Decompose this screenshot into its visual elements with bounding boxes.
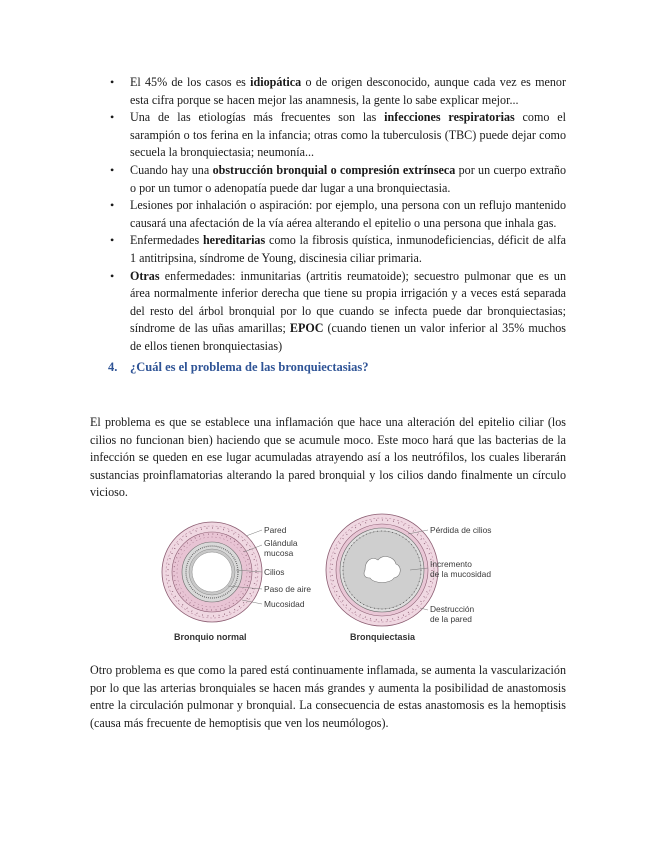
bullet-text: (cuando tienen un valor inferior al 35% muchos de ellos tienen bronquiectasias)	[130, 321, 566, 353]
label-incremento: Incremento	[430, 559, 472, 569]
bold-term: hereditarias	[202, 233, 266, 248]
section-heading	[108, 360, 368, 375]
bullet-item	[108, 268, 566, 356]
label-glandula: Glándula	[264, 538, 298, 548]
label-mucosidad: Mucosidad	[264, 599, 305, 609]
normal-bronchus-illustration	[162, 522, 262, 622]
bullet-text: Lesiones por inhalación o aspiración: por ejemplo, una persona con un reflujo mantenido causará una afectación de la vía aérea alterando el epitelio o una persona que inhala gas.	[130, 198, 566, 230]
bronchus-diagram	[160, 512, 520, 652]
bronchus-figure	[160, 512, 520, 652]
bullet-item	[108, 74, 566, 109]
label-destruccion: Destrucción	[430, 604, 475, 614]
bullet-item	[108, 197, 566, 232]
label-perdida-cilios: Pérdida de cilios	[430, 525, 492, 535]
bullet-text: El 45% de los casos es	[130, 75, 251, 89]
bullet-text: Cuando hay una	[130, 162, 213, 177]
bronchiectasis-title: Bronquiectasia	[350, 632, 416, 642]
normal-bronchus-title: Bronquio normal	[174, 632, 247, 642]
bullet-item	[108, 162, 566, 197]
label-paso-aire: Paso de aire	[264, 584, 312, 594]
bullet-text: por un cuerpo extraño o por un tumor o adenopatía puede dar lugar a una bronquiectasia.	[130, 162, 566, 195]
label-de-la-pared: de la pared	[430, 614, 472, 624]
bold-term: EPOC	[289, 321, 324, 336]
section-number: 4.	[108, 360, 118, 374]
bold-term: infecciones respiratorias	[384, 110, 515, 125]
bullet-text: o de origen desconocido, aunque cada vez es menor esta cifra porque se hacen mejor las anamnesis, la gente lo sabe explicar mejor...	[130, 75, 566, 107]
bullet-text: como la fibrosis quística, inmunodeficiencias, déficit de alfa 1 antitripsina, síndrome de Young, discinesia ciliar primaria.	[130, 233, 566, 265]
problem-paragraph: El problema es que se establece una inflamación que hace una alteración del epitelio ciliar (los cilios no funcionan bien) haciendo que se acumule moco. Este moco hará que las bacterias de la infección se queden en ese lugar acumuladas atrayendo así a los neutrófilos, los cuales liberarán sustancias proinflamatorias alterando la pared bronquial y los cilios dando finalmente un círculo vicioso.	[90, 415, 566, 500]
section-title: ¿Cuál es el problema de las bronquiectasias?	[130, 360, 369, 374]
bullet-text: como el sarampión o tos ferina en la infancia; otras como la tuberculosis (TBC) puede dejar como secuela la bronquiectasia; neumonía...	[130, 110, 566, 160]
bold-term: obstrucción bronquial o compresión extrínseca	[212, 162, 456, 177]
label-mucosa: mucosa	[264, 548, 294, 558]
label-cilios: Cilios	[264, 567, 285, 577]
bullet-text: Una de las etiologías más frecuentes son las	[130, 110, 385, 125]
bold-term: Otras	[130, 268, 160, 283]
etiology-bullet-list	[108, 74, 566, 356]
bold-term: idiopática	[250, 75, 302, 89]
hemoptysis-paragraph: Otro problema es que como la pared está continuamente inflamada, se aumenta la vascularización por lo que las arterias bronquiales se hacen más grandes y aumenta la posibilidad de anastomosis entre la circulación pulmonar y bronquial. La consecuencia de estas anastomosis es la hemoptisis (causa más frecuente de hemoptisis que ven los neumólogos).	[90, 663, 566, 730]
bullet-item	[108, 109, 566, 162]
label-de-la-mucosidad: de la mucosidad	[430, 569, 491, 579]
bullet-item	[108, 232, 566, 267]
bullet-text: enfermedades: inmunitarias (artritis reumatoide); secuestro pulmonar que es un área normalmente inferior derecha que tiene su propia irrigación y a veces está separada del resto del árbol bronquial por lo que cuando se infecta puede dar bronquiectasias; síndrome de las uñas amarillas;	[130, 268, 566, 336]
bullet-text: Enfermedades	[130, 233, 203, 248]
label-pared: Pared	[264, 525, 287, 535]
bronchiectasis-illustration	[326, 514, 438, 626]
